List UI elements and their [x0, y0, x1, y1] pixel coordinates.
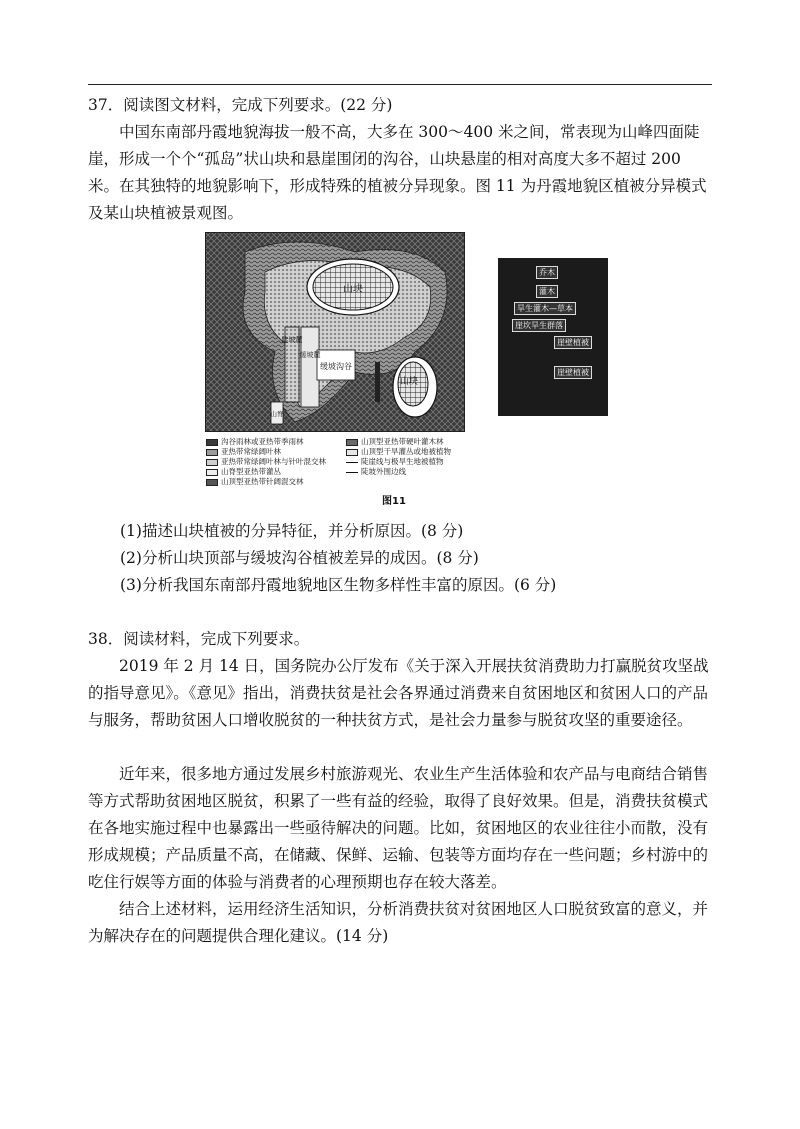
- legend-swatch: [346, 439, 358, 446]
- map-label-ridge: 山脊: [270, 410, 284, 418]
- photo-label-1: 乔木: [536, 266, 558, 279]
- legend-item: [206, 437, 326, 447]
- legend-label: 山顶型干旱灌丛或地被植物: [361, 447, 451, 456]
- legend-label: 亚热带常绿阔叶林: [221, 447, 281, 456]
- legend-item: [206, 467, 326, 477]
- photo-label-3: 旱生灌木—草本: [514, 302, 576, 315]
- legend-item: [206, 477, 326, 487]
- photo-label-6: 崖壁植被: [554, 366, 592, 379]
- legend-swatch: [206, 459, 218, 466]
- legend-swatch: [206, 439, 218, 446]
- map-label-mountain-small: 山块: [399, 377, 419, 387]
- legend-swatch: [206, 479, 218, 486]
- legend-item: [346, 437, 451, 447]
- legend-label: 陡坡外围边线: [361, 467, 406, 476]
- legend-item: [206, 457, 326, 467]
- figure-caption: 图11: [382, 496, 406, 507]
- q38-p1: 2019 年 2 月 14 日，国务院办公厅发布《关于深入开展扶贫消费助力打赢脱贫攻坚战的指导意见》。《意见》指出，消费扶贫是社会各界通过消费来自贫困地区和贫困人口的产品与服务，帮助贫困人口增收脱贫的一种扶贫方式，是社会力量参与脱贫攻坚的重要途径。: [88, 657, 709, 729]
- q37-material: 中国东南部丹霞地貌海拔一般不高，大多在 300～400 米之间，常表现为山峰四面陡崖，形成一个个“孤岛”状山块和悬崖围闭的沟谷，山块悬崖的相对高度大多不超过 200 米。在其独特的地貌影响下，形成特殊的植被分异现象。图 11 为丹霞地貌区植被分异模式及某山块植被景观图。: [88, 123, 707, 222]
- legend-swatch: [206, 449, 218, 456]
- vegetation-photo: [498, 258, 608, 416]
- map-label-mountain-big: 山块: [343, 284, 363, 295]
- q38-p2: 近年来，很多地方通过发展乡村旅游观光、农业生产生活体验和农产品与电商结合销售等方式帮助贫困地区脱贫，积累了一些有益的经验，取得了良好效果。但是，消费扶贫模式在各地实施过程中也暴露出一些亟待解决的问题。比如，贫困地区的农业往往小而散，没有形成规模；产品质量不高，在储藏、保鲜、运输、包装等方面均存在一些问题；乡村游中的吃住行娱等方面的体验与消费者的心理预期也存在较大落差。: [88, 765, 709, 891]
- legend-label: 山顶型亚热带针阔混交林: [221, 477, 304, 486]
- legend-label: 山顶型亚热带硬叶灌木林: [361, 437, 444, 446]
- q38-header: 38．阅读材料，完成下列要求。: [88, 630, 310, 648]
- map-label-slope: 缓坡麓: [299, 351, 321, 359]
- top-rule: [88, 84, 712, 85]
- legend-swatch: [346, 449, 358, 456]
- photo-label-5: 崖壁植被: [554, 336, 592, 349]
- q37-sub1: (1)描述山块植被的分异特征，并分析原因。(8 分): [120, 522, 464, 540]
- legend-label: 亚热带常绿阔叶林与针叶混交林: [221, 457, 326, 466]
- q38-p3: 结合上述材料，运用经济生活知识，分析消费扶贫对贫困地区人口脱贫致富的意义，并为解决存在的问题提供合理化建议。(14 分): [88, 900, 709, 945]
- legend-item: [346, 467, 451, 477]
- legend-line: [346, 462, 358, 463]
- legend-item: [346, 457, 451, 467]
- legend-line: [346, 472, 358, 473]
- photo-label-4: 崖坎旱生群落: [512, 319, 566, 332]
- legend-label: 陡崖线与极旱生地被植物: [361, 457, 444, 466]
- vegetation-map: [205, 232, 465, 432]
- q37-sub2: (2)分析山块顶部与缓坡沟谷植被差异的成因。(8 分): [120, 549, 479, 567]
- photo-label-2: 灌木: [536, 285, 558, 298]
- legend-label: 山脊型亚热带灌丛: [221, 467, 281, 476]
- map-label-valley: 缓坡沟谷: [320, 362, 352, 371]
- q37-sub3: (3)分析我国东南部丹霞地貌地区生物多样性丰富的原因。(6 分): [120, 576, 557, 594]
- legend-label: 沟谷雨林或亚热带季雨林: [221, 437, 304, 446]
- legend-item: [346, 447, 451, 457]
- q37-header: 37．阅读图文材料，完成下列要求。(22 分): [88, 96, 393, 114]
- legend-swatch: [206, 469, 218, 476]
- map-label-steep: 陡坡麓: [281, 336, 303, 344]
- legend-item: [206, 447, 326, 457]
